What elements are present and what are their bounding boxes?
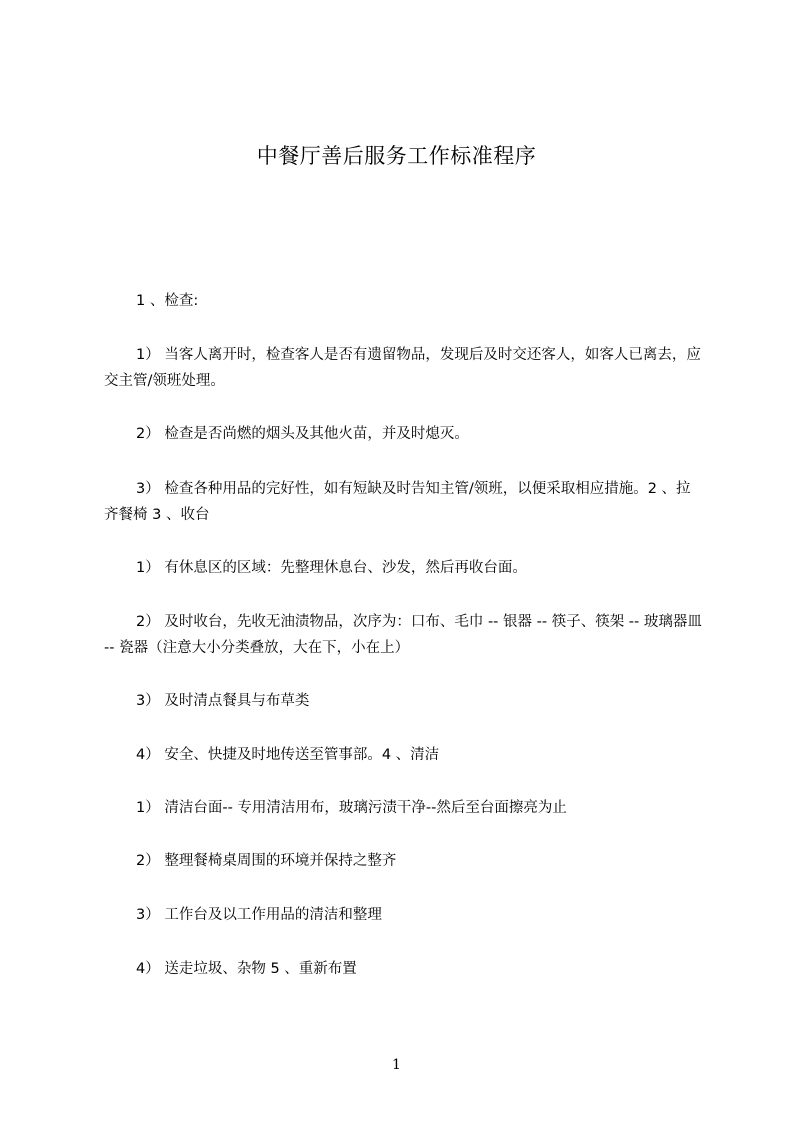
section-check-heading: 1 、检查: <box>136 293 199 309</box>
paragraph-check-item-2: 2） 检查是否尚燃的烟头及其他火苗，并及时熄灭。 <box>136 426 469 442</box>
paragraph-clear-item-1: 1） 有休息区的区域：先整理休息台、沙发，然后再收台面。 <box>136 560 527 576</box>
paragraph-clear-item-3: 3） 及时清点餐具与布草类 <box>136 693 310 709</box>
page-title: 中餐厅善后服务工作标准程序 <box>256 144 537 168</box>
paragraph-check-item-3: 3） 检查各种用品的完好性，如有短缺及时告知主管/领班，以便采取相应措施。2 、拉齐餐椅 3 、收台 <box>104 481 691 523</box>
paragraph-check-item-1: 1） 当客人离开时，检查客人是否有遗留物品，发现后及时交还客人，如客人已离去，应交主管/领班处理。 <box>104 347 701 389</box>
paragraph-clean-item-1: 1） 清洁台面-- 专用清洁用布，玻璃污渍干净--然后至台面擦亮为止 <box>136 800 567 816</box>
paragraph-clean-item-3: 3） 工作台及以工作用品的清洁和整理 <box>136 907 382 923</box>
paragraph-clear-item-4: 4） 安全、快捷及时地传送至管事部。4 、清洁 <box>136 747 440 763</box>
page-number: 1 <box>392 1057 401 1073</box>
paragraph-clean-item-2: 2） 整理餐椅桌周围的环境并保持之整齐 <box>136 853 397 869</box>
paragraph-clean-item-4: 4） 送走垃圾、杂物 5 、重新布置 <box>136 961 357 977</box>
paragraph-clear-item-2: 2） 及时收台，先收无油渍物品，次序为：口布、毛巾 -- 银器 -- 筷子、筷架 -- 玻璃器皿 -- 瓷器（注意大小分类叠放，大在下，小在上） <box>104 614 702 656</box>
